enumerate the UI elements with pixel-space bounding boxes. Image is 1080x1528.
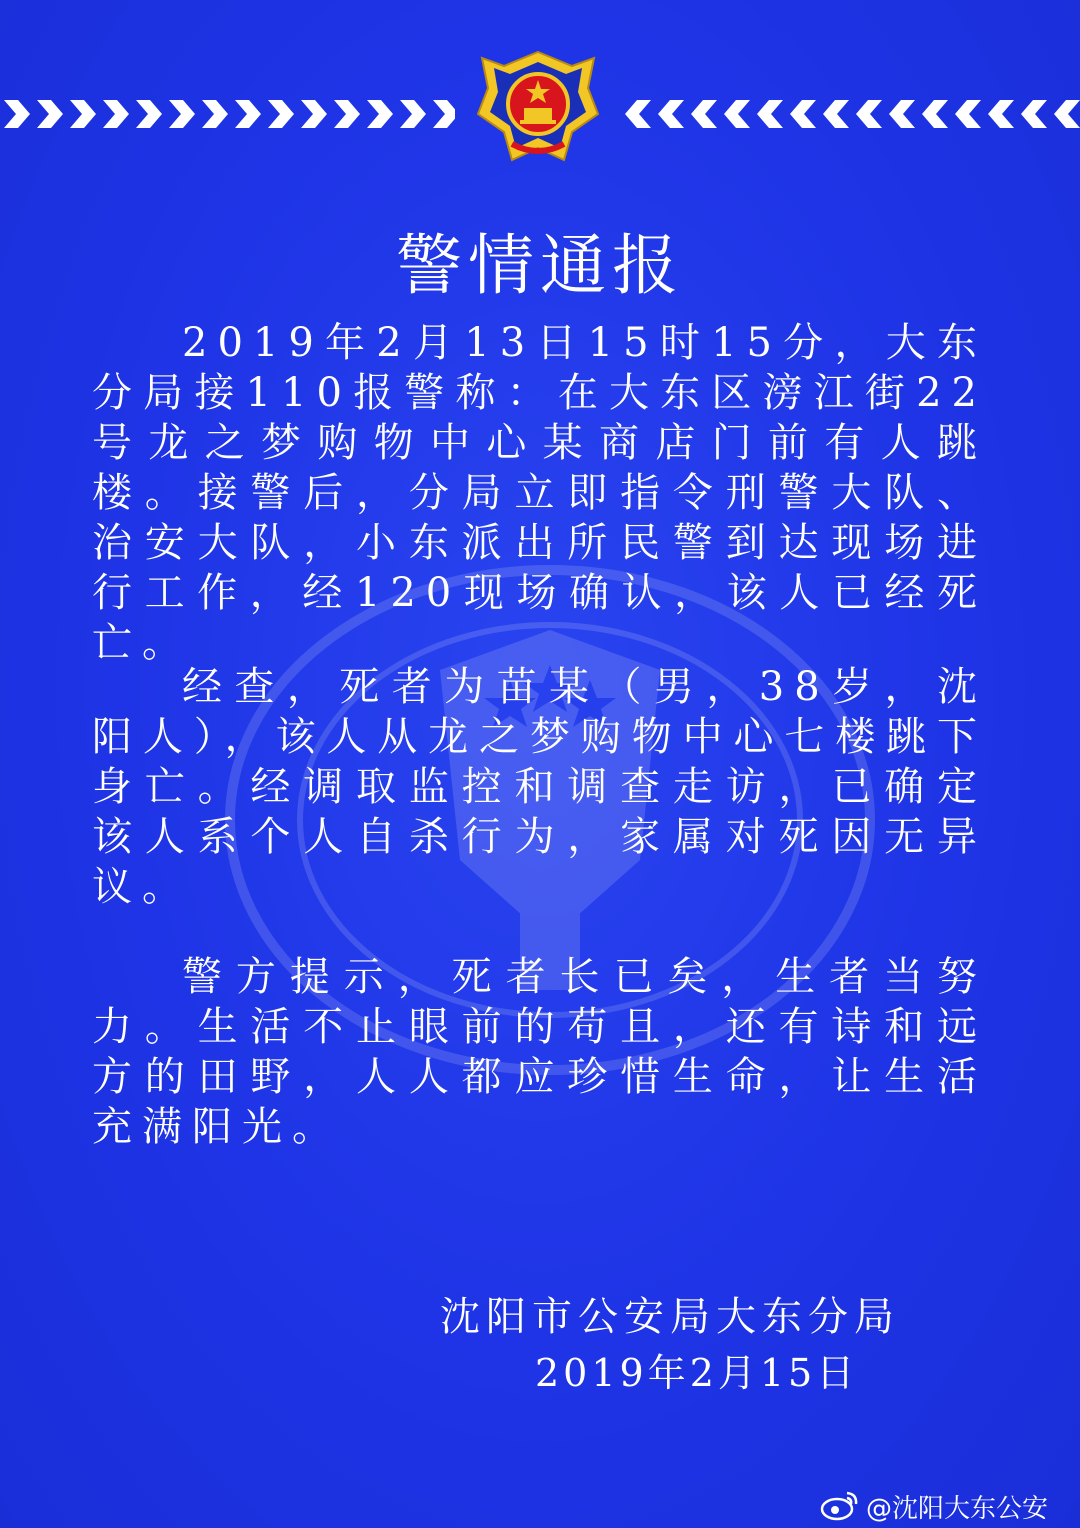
issuer-signature: 沈阳市公安局大东分局 xyxy=(440,1294,900,1340)
body-paragraph-2: 经查，死者为苗某（男，38岁，沈阳人），该人从龙之梦购物中心七楼跳下身亡。经调取监控和调查走访，已确定该人系个人自杀行为，家属对死因无异议。 xyxy=(92,664,987,910)
weibo-icon xyxy=(820,1489,860,1525)
weibo-handle[interactable]: @沈阳大东公安 xyxy=(866,1494,1049,1524)
weibo-watermark xyxy=(820,1488,1048,1525)
right-chevron-band xyxy=(622,96,1080,132)
left-chevron-band xyxy=(0,96,455,132)
body-paragraph-3: 警方提示，死者长已矣，生者当努力。生活不止眼前的苟且，还有诗和远方的田野，人人都应珍惜生命，让生活充满阳光。 xyxy=(92,954,987,1150)
body-paragraph-1: 2019年2月13日15时15分，大东分局接110报警称：在大东区滂江街22号龙之梦购物中心某商店门前有人跳楼。接警后，分局立即指令刑警大队、治安大队，小东派出所民警到达现场进行工作，经120现场确认，该人已经死亡。 xyxy=(92,320,987,666)
issue-date: 2019年2月15日 xyxy=(535,1351,859,1395)
page-title: 警情通报 xyxy=(396,227,684,305)
police-emblem-icon xyxy=(468,48,608,168)
